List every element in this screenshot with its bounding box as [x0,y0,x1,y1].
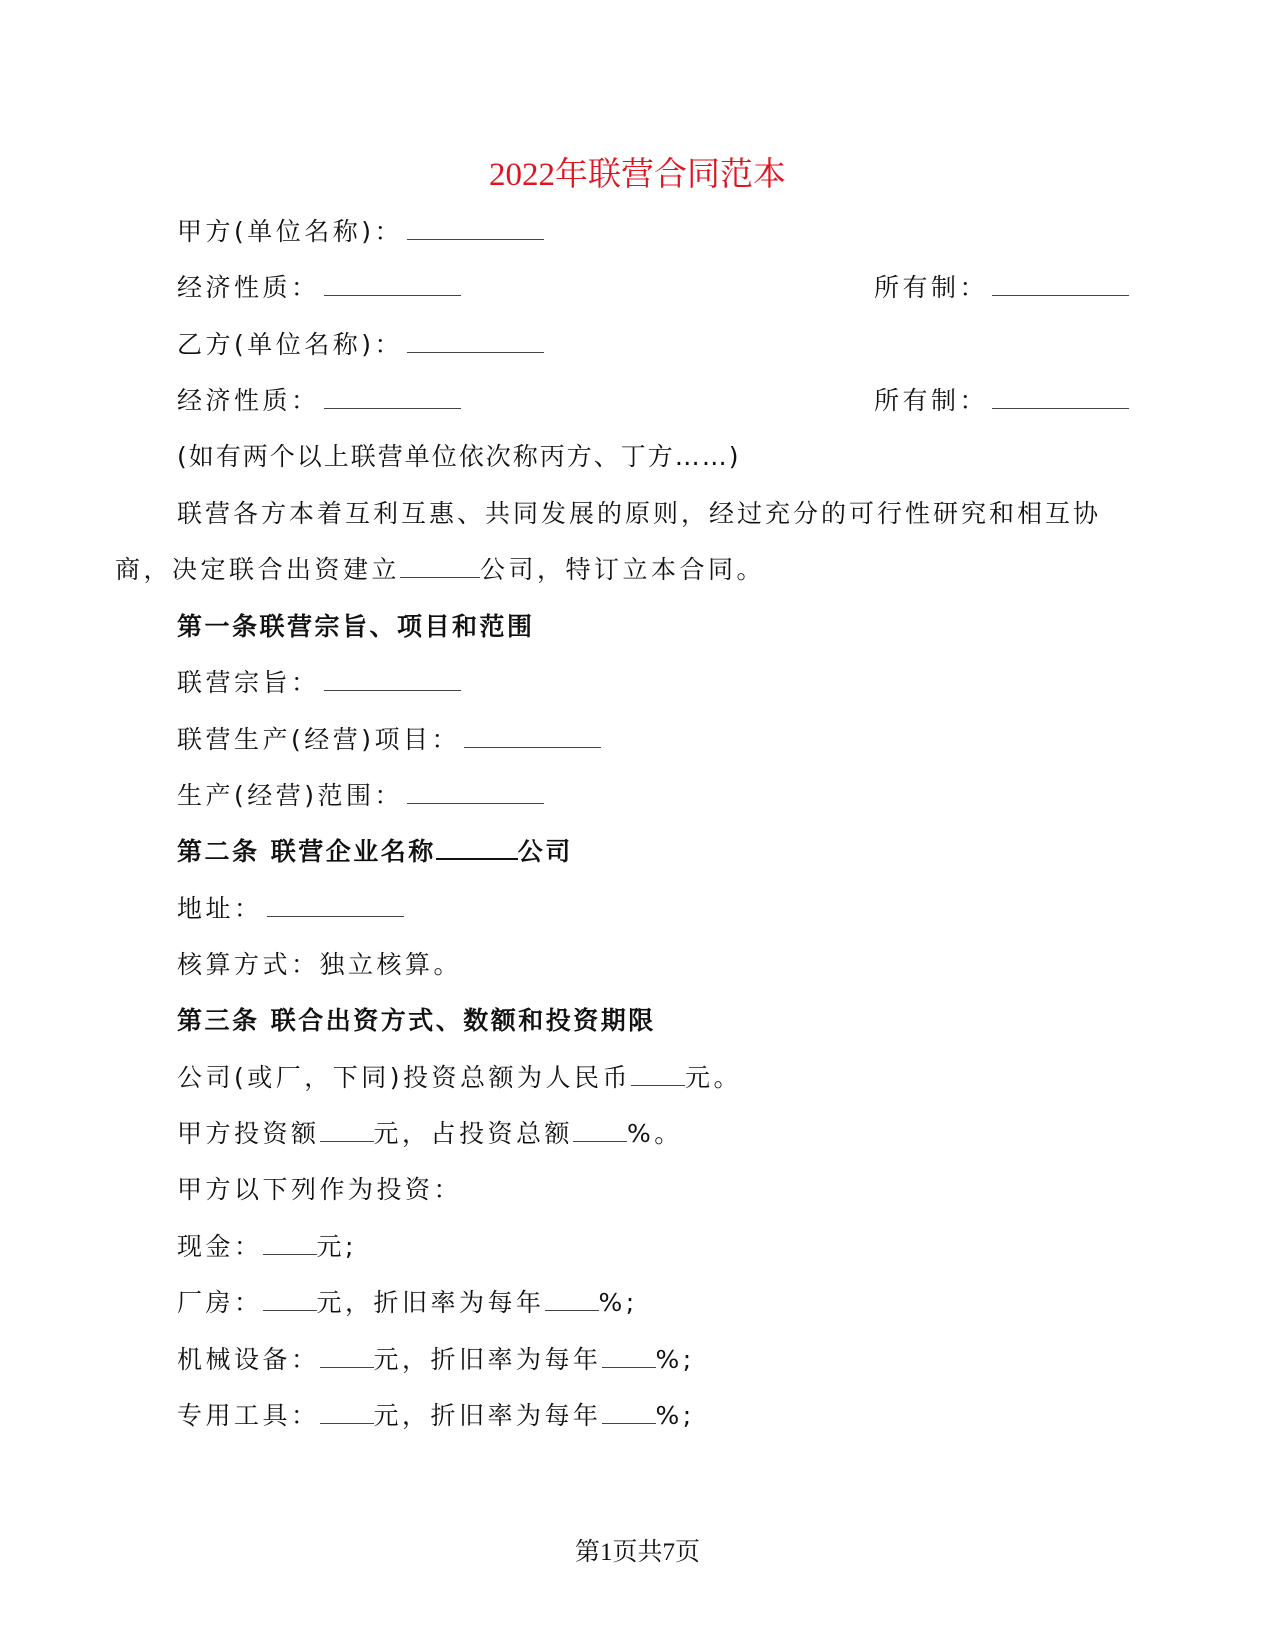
machinery-rate-unit: %; [655,1345,695,1374]
machinery-line [177,1343,695,1377]
cash-line [177,1230,357,1264]
purpose-label: 联营宗旨： [177,668,320,697]
article-3-heading: 第三条 联合出资方式、数额和投资期限 [177,1006,656,1035]
project-label: 联营生产(经营)项目： [177,725,461,754]
preamble-line-2 [115,553,765,587]
party-a-name-label: 甲方(单位名称)： [177,217,404,246]
party-a-investment-suffix: %。 [627,1119,683,1148]
tools-line [177,1399,695,1433]
article-1-heading: 第一条联营宗旨、项目和范围 [177,612,535,641]
party-b-ownership-blank[interactable] [992,386,1129,409]
additional-parties-note: (如有两个以上联营单位依次称丙方、丁方……) [177,442,741,471]
article-2-heading-suffix: 公司 [517,837,573,866]
machinery-depreciation-label: 元，折旧率为每年 [373,1345,602,1374]
project-blank[interactable] [464,725,601,748]
party-a-percent-blank[interactable] [573,1119,627,1142]
party-b-econ-line [177,384,465,418]
enterprise-name-blank[interactable] [436,836,518,860]
article-2-heading [177,835,573,869]
party-a-investment-mid: 元，占投资总额 [373,1119,574,1148]
party-b-econ-blank[interactable] [324,386,461,409]
machinery-rate-blank[interactable] [602,1345,656,1368]
party-a-amount-blank[interactable] [320,1119,374,1142]
plant-rate-blank[interactable] [545,1288,599,1311]
cash-unit: 元; [316,1232,357,1261]
preamble-text-b: 公司，特订立本合同。 [480,555,766,584]
party-a-econ-label: 经济性质： [177,273,320,302]
party-a-ownership-blank[interactable] [992,273,1129,296]
tools-rate-unit: %; [655,1401,695,1430]
project-line [177,723,605,757]
party-a-name-blank[interactable] [407,217,544,240]
machinery-label: 机械设备： [177,1345,320,1374]
article-2-heading-text: 第二条 联营企业名称 [177,837,436,866]
purpose-blank[interactable] [324,668,461,691]
company-name-blank[interactable] [400,555,480,578]
purpose-line [177,666,465,700]
cash-amount-blank[interactable] [263,1232,317,1255]
preamble-line-1: 联营各方本着互利互惠、共同发展的原则，经过充分的可行性研究和相互协 [177,499,1102,528]
tools-rate-blank[interactable] [602,1401,656,1424]
party-a-name-line [177,215,548,249]
party-b-ownership-label: 所有制： [874,386,989,415]
address-label: 地址： [177,894,263,923]
party-a-ownership-label: 所有制： [874,273,989,302]
scope-blank[interactable] [407,781,544,804]
machinery-amount-blank[interactable] [320,1345,374,1368]
tools-depreciation-label: 元，折旧率为每年 [373,1401,602,1430]
party-a-econ-line [177,271,465,305]
scope-line [177,779,548,813]
scope-label: 生产(经营)范围： [177,781,404,810]
party-a-investment-line [177,1117,683,1151]
cash-label: 现金： [177,1232,263,1261]
plant-rate-unit: %; [598,1288,638,1317]
total-investment-line [177,1061,742,1095]
party-b-name-label: 乙方(单位名称)： [177,330,404,359]
total-investment-label: 公司(或厂，下同)投资总额为人民币 [177,1063,632,1092]
document-title: 2022年联营合同范本 [489,157,786,193]
total-investment-blank[interactable] [631,1063,685,1086]
party-a-ownership-line [874,271,1133,305]
address-blank[interactable] [267,894,404,917]
party-a-investment-label: 甲方投资额 [177,1119,320,1148]
accounting-line: 核算方式：独立核算。 [177,950,463,979]
total-investment-unit: 元。 [685,1063,743,1092]
page-indicator: 第1页共7页 [574,1539,700,1566]
tools-amount-blank[interactable] [320,1401,374,1424]
party-b-econ-label: 经济性质： [177,386,320,415]
preamble-text-a: 商，决定联合出资建立 [115,555,401,584]
party-a-econ-blank[interactable] [324,273,461,296]
plant-depreciation-label: 元，折旧率为每年 [316,1288,545,1317]
plant-amount-blank[interactable] [263,1288,317,1311]
plant-line [177,1286,638,1320]
party-b-name-line [177,328,548,362]
plant-label: 厂房： [177,1288,263,1317]
party-b-ownership-line [874,384,1133,418]
tools-label: 专用工具： [177,1401,320,1430]
party-a-items-label: 甲方以下列作为投资： [177,1175,463,1204]
party-b-name-blank[interactable] [407,330,544,353]
address-line [177,892,408,926]
